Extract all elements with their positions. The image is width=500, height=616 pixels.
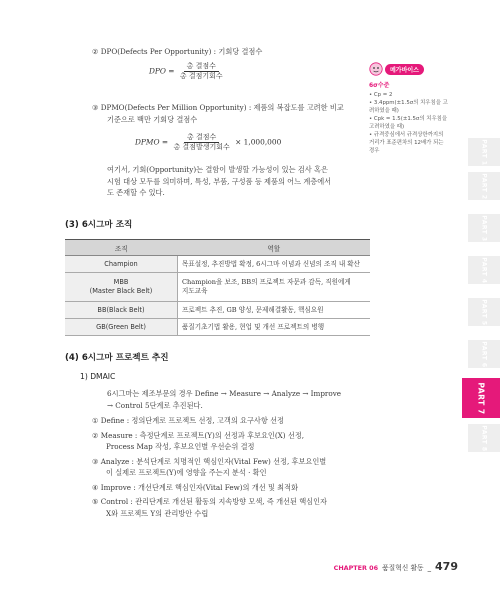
dpo-numerator: 총 결점수 (184, 62, 219, 72)
advice-line: 려하였을 때) (369, 108, 399, 114)
advice-line: • Cp = 2 (369, 92, 393, 98)
org-cell (65, 273, 178, 302)
advice-line: 경우 (369, 148, 380, 154)
dpmo-numerator: 총 결점수 (184, 133, 219, 143)
org-cell-line: (Master Black Belt) (89, 287, 153, 295)
table-row (65, 319, 370, 336)
advice-line: • Cpk = 1.5(±1.5σ의 치우침을 (369, 116, 448, 122)
dpmo-lhs: DPMO = (135, 137, 169, 147)
item-line: ⑤ Control : 관리단계로 개선된 활동의 지속방향 모색, 즉 개선된 핵심인자 (92, 497, 327, 506)
dmaic-list (92, 415, 372, 519)
tab-label: PART 1 (480, 138, 488, 166)
item-line: ③ Analyze : 분석단계로 치명적인 핵심인자(Vital Few) 선정, 후보요인별 (92, 456, 327, 466)
mascot-icon (369, 62, 383, 76)
tab-part-8[interactable] (468, 424, 500, 452)
dpo-fraction (177, 62, 226, 81)
item-line: ② Measure : 측정단계로 프로젝트(Y)의 선정과 후보요인(X) 선정, (92, 430, 305, 440)
tab-part-3[interactable] (468, 214, 500, 242)
dmaic-item-improve (92, 482, 372, 494)
dpmo-label-1: ③ DPMO(Defects Per Million Opportunity) : 제품의 복잡도를 고려한 비교 (92, 103, 344, 112)
dpmo-fraction (170, 133, 232, 152)
dpo-denominator: 총 결점기회수 (179, 72, 223, 80)
dpo-lhs: DPO = (149, 66, 175, 76)
organization-table (65, 239, 370, 336)
tab-label: PART 3 (480, 214, 488, 242)
mega-advice-note (369, 62, 451, 155)
paragraph-line: 시험 대상 모두를 의미하며, 특성, 부품, 구성품 등 제품의 어느 계층에서 (107, 176, 332, 186)
item-line: Process Map 작성, 후보요인별 우선순위 결정 (106, 442, 255, 451)
mega-advice-heading: 6σ수준 (369, 82, 390, 89)
tab-part-6[interactable] (468, 340, 500, 368)
tab-part-7[interactable] (462, 378, 500, 418)
item-line: ④ Improve : 개선단계로 핵심인자(Vital Few)의 개선 및 최적화 (92, 482, 299, 492)
paragraph-line: 도 존재할 수 있다. (107, 188, 165, 197)
page-number: 479 (435, 560, 458, 573)
dpmo-formula (135, 133, 281, 152)
tab-label: PART 8 (480, 424, 488, 452)
dpo-label: ② DPO(Defects Per Opportunity) : 기회당 결점수 (92, 47, 263, 56)
table-row (65, 256, 370, 273)
tab-label: PART 4 (480, 256, 488, 284)
paragraph-line: 여기서, 기회(Opportunity)는 결함이 발생할 가능성이 있는 검사 혹은 (107, 165, 328, 174)
org-cell: GB(Green Belt) (65, 319, 178, 336)
advice-line: • 규격중심에서 규격상한까지의 (369, 132, 444, 138)
dpmo-multiplier: × 1,000,000 (235, 137, 282, 147)
table-header-role: 역할 (178, 240, 371, 256)
org-cell: BB(Black Belt) (65, 302, 178, 319)
table-row (65, 302, 370, 319)
org-cell: Champion (65, 256, 178, 273)
role-cell (178, 273, 371, 302)
table-header-org: 조직 (65, 240, 178, 256)
dmaic-item-control (92, 496, 372, 519)
tab-part-2[interactable] (468, 172, 500, 200)
intro-line: → Control 5단계로 추진된다. (107, 400, 203, 410)
mega-advice-badge: 메가바이스 (385, 64, 424, 75)
footer-chapter: CHAPTER 06 (333, 564, 379, 572)
dpmo-denominator: 총 결점발생기회수 (173, 143, 230, 151)
opportunity-paragraph (107, 164, 369, 199)
tab-part-4[interactable] (468, 256, 500, 284)
role-cell-line: Champion을 보조, BB의 프로젝트 자문과 감독, 직원에게 (182, 278, 351, 286)
advice-line: 거리가 표준편차의 12배가 되는 (369, 140, 444, 146)
subsection-dmaic: 1) DMAIC (80, 372, 116, 381)
dmaic-item-analyze (92, 456, 372, 479)
item-line: ① Define : 정의단계로 프로젝트 선정, 고객의 요구사항 선정 (92, 416, 284, 425)
dmaic-item-measure (92, 430, 372, 453)
footer-separator: _ (427, 564, 432, 572)
footer-title: 품질혁신 활동 (382, 564, 424, 572)
role-cell: 품질기초기법 활용, 현업 및 개선 프로젝트의 병행 (178, 319, 371, 336)
section-title-organization: (3) 6시그마 조직 (65, 220, 133, 230)
tab-label: PART 5 (480, 298, 488, 326)
advice-line: • 3.4ppm(±1.5σ의 치우침을 고 (369, 100, 448, 106)
table-header-row (65, 240, 370, 256)
table-row (65, 273, 370, 302)
tab-part-1[interactable] (468, 138, 500, 166)
advice-line: 고려하였을 때) (369, 124, 405, 130)
dmaic-intro (107, 388, 369, 411)
dmaic-item-define (92, 415, 372, 427)
mega-advice-list (369, 91, 451, 155)
dpmo-label-2: 기준으로 백만 기회당 결점수 (107, 115, 198, 124)
tab-part-5[interactable] (468, 298, 500, 326)
tab-label: PART 6 (480, 340, 488, 368)
role-cell: 프로젝트 추진, GB 양성, 문제해결활동, 핵심요원 (178, 302, 371, 319)
tab-label: PART 2 (480, 172, 488, 200)
tab-label: PART 7 (476, 381, 486, 415)
item-line: X와 프로젝트 Y의 관리방안 수립 (106, 508, 209, 518)
mega-advice-header (369, 62, 451, 76)
section-title-project: (4) 6시그마 프로젝트 추진 (65, 353, 169, 363)
role-cell: 목표설정, 추진방법 확정, 6시그마 이념과 신념의 조직 내 확산 (178, 256, 371, 273)
item-line: 이 실제로 프로젝트(Y)에 영향을 주는지 분석 · 확인 (106, 468, 267, 477)
org-cell-line: MBB (113, 278, 129, 286)
role-cell-line: 지도교육 (182, 287, 208, 295)
dpo-formula (149, 62, 226, 81)
intro-line: 6시그마는 제조부문의 경우 Define → Measure → Analyze → Improve (107, 389, 342, 398)
page-footer (334, 560, 458, 573)
